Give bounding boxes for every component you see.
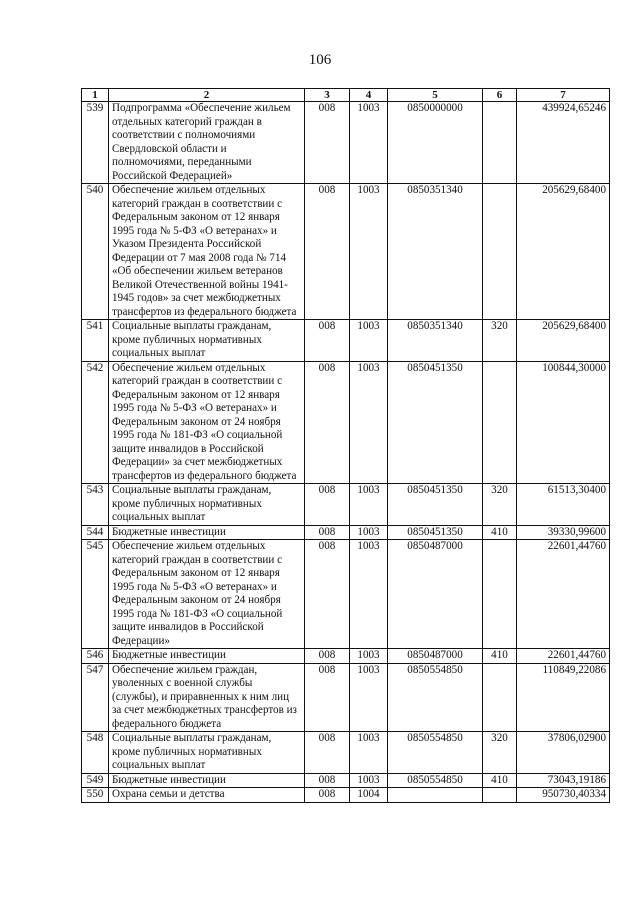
amount-cell: 439924,65246 xyxy=(517,102,610,184)
expense-type-cell: 410 xyxy=(483,649,517,664)
department-code-cell: 008 xyxy=(305,788,350,803)
table-row xyxy=(82,663,610,732)
header-cell: 6 xyxy=(483,89,517,102)
target-article-cell: 0850451350 xyxy=(388,484,483,526)
header-cell: 2 xyxy=(109,89,305,102)
section-code-cell: 1003 xyxy=(350,320,388,362)
table-row xyxy=(82,788,610,803)
amount-cell: 205629,68400 xyxy=(517,320,610,362)
item-name-cell: Социальные выплаты гражданам, кроме публичных нормативных социальных выплат xyxy=(109,484,305,526)
item-name-cell: Бюджетные инвестиции xyxy=(109,649,305,664)
expense-type-cell xyxy=(483,102,517,184)
department-code-cell: 008 xyxy=(305,649,350,664)
table-row xyxy=(82,773,610,788)
expense-type-cell xyxy=(483,663,517,732)
amount-cell: 37806,02900 xyxy=(517,732,610,774)
page-number: 106 xyxy=(308,52,332,68)
header-cell: 5 xyxy=(388,89,483,102)
target-article-cell: 0850451350 xyxy=(388,361,483,484)
expense-type-cell xyxy=(483,184,517,320)
target-article-cell: 0850451350 xyxy=(388,525,483,540)
department-code-cell: 008 xyxy=(305,525,350,540)
section-code-cell: 1003 xyxy=(350,649,388,664)
item-name-cell: Обеспечение жильем отдельных категорий граждан в соответствии с Федеральным законом от 12 января 1995 года № 5-ФЗ «О ветеранах» и Указом Президента Российской Федерации от 7 мая 2008 года № 714 «Об обеспечении жильем ветеранов Великой Отечественной войны 1941-1945 годов» за счет межбюджетных трансфертов из федерального бюджета xyxy=(109,184,305,320)
item-name-cell: Бюджетные инвестиции xyxy=(109,525,305,540)
amount-cell: 205629,68400 xyxy=(517,184,610,320)
section-code-cell: 1003 xyxy=(350,525,388,540)
target-article-cell: 0850351340 xyxy=(388,184,483,320)
section-code-cell: 1003 xyxy=(350,484,388,526)
item-name-cell: Охрана семьи и детства xyxy=(109,788,305,803)
row-number-cell: 542 xyxy=(82,361,109,484)
amount-cell: 39330,99600 xyxy=(517,525,610,540)
department-code-cell: 008 xyxy=(305,663,350,732)
header-cell: 1 xyxy=(82,89,109,102)
table-row xyxy=(82,102,610,184)
target-article-cell: 0850487000 xyxy=(388,540,483,649)
target-article-cell xyxy=(388,788,483,803)
header-row xyxy=(82,89,610,102)
expense-type-cell xyxy=(483,361,517,484)
item-name-cell: Обеспечение жильем отдельных категорий граждан в соответствии с Федеральным законом от 12 января 1995 года № 5-ФЗ «О ветеранах» и Федеральным законом от 24 ноября 1995 года № 181-ФЗ «О социальной защите инвалидов в Российской Федерации» xyxy=(109,540,305,649)
item-name-cell: Бюджетные инвестиции xyxy=(109,773,305,788)
department-code-cell: 008 xyxy=(305,361,350,484)
table-row xyxy=(82,732,610,774)
row-number-cell: 544 xyxy=(82,525,109,540)
row-number-cell: 541 xyxy=(82,320,109,362)
department-code-cell: 008 xyxy=(305,320,350,362)
amount-cell: 22601,44760 xyxy=(517,649,610,664)
department-code-cell: 008 xyxy=(305,184,350,320)
department-code-cell: 008 xyxy=(305,540,350,649)
target-article-cell: 0850554850 xyxy=(388,773,483,788)
row-number-cell: 539 xyxy=(82,102,109,184)
amount-cell: 100844,30000 xyxy=(517,361,610,484)
table-row xyxy=(82,184,610,320)
item-name-cell: Обеспечение жильем граждан, уволенных с военной службы (службы), и приравненных к ним лиц за счет межбюджетных трансфертов из федерального бюджета xyxy=(109,663,305,732)
section-code-cell: 1003 xyxy=(350,732,388,774)
section-code-cell: 1003 xyxy=(350,773,388,788)
amount-cell: 22601,44760 xyxy=(517,540,610,649)
target-article-cell: 0850351340 xyxy=(388,320,483,362)
row-number-cell: 546 xyxy=(82,649,109,664)
table-row xyxy=(82,361,610,484)
budget-table xyxy=(81,88,610,803)
amount-cell: 110849,22086 xyxy=(517,663,610,732)
row-number-cell: 540 xyxy=(82,184,109,320)
department-code-cell: 008 xyxy=(305,102,350,184)
item-name-cell: Подпрограмма «Обеспечение жильем отдельных категорий граждан в соответствии с полномочиями Свердловской области и полномочиями, переданными Российской Федерацией» xyxy=(109,102,305,184)
header-cell: 3 xyxy=(305,89,350,102)
department-code-cell: 008 xyxy=(305,732,350,774)
expense-type-cell: 320 xyxy=(483,484,517,526)
table-body xyxy=(82,102,610,803)
table-row xyxy=(82,525,610,540)
item-name-cell: Социальные выплаты гражданам, кроме публичных нормативных социальных выплат xyxy=(109,320,305,362)
section-code-cell: 1004 xyxy=(350,788,388,803)
amount-cell: 950730,40334 xyxy=(517,788,610,803)
target-article-cell: 0850487000 xyxy=(388,649,483,664)
header-cell: 7 xyxy=(517,89,610,102)
department-code-cell: 008 xyxy=(305,484,350,526)
expense-type-cell: 410 xyxy=(483,525,517,540)
amount-cell: 73043,19186 xyxy=(517,773,610,788)
row-number-cell: 548 xyxy=(82,732,109,774)
target-article-cell: 0850000000 xyxy=(388,102,483,184)
section-code-cell: 1003 xyxy=(350,184,388,320)
section-code-cell: 1003 xyxy=(350,102,388,184)
expense-type-cell: 410 xyxy=(483,773,517,788)
target-article-cell: 0850554850 xyxy=(388,732,483,774)
department-code-cell: 008 xyxy=(305,773,350,788)
amount-cell: 61513,30400 xyxy=(517,484,610,526)
row-number-cell: 549 xyxy=(82,773,109,788)
expense-type-cell xyxy=(483,540,517,649)
item-name-cell: Социальные выплаты гражданам, кроме публичных нормативных социальных выплат xyxy=(109,732,305,774)
expense-type-cell xyxy=(483,788,517,803)
section-code-cell: 1003 xyxy=(350,361,388,484)
row-number-cell: 547 xyxy=(82,663,109,732)
row-number-cell: 543 xyxy=(82,484,109,526)
table-row xyxy=(82,540,610,649)
expense-type-cell: 320 xyxy=(483,732,517,774)
table-row xyxy=(82,320,610,362)
row-number-cell: 545 xyxy=(82,540,109,649)
item-name-cell: Обеспечение жильем отдельных категорий граждан в соответствии с Федеральным законом от 12 января 1995 года № 5-ФЗ «О ветеранах» и Федеральным законом от 24 ноября 1995 года № 181-ФЗ «О социальной защите инвалидов в Российской Федерации» за счет межбюджетных трансфертов из федерального бюджета xyxy=(109,361,305,484)
table-row xyxy=(82,649,610,664)
target-article-cell: 0850554850 xyxy=(388,663,483,732)
row-number-cell: 550 xyxy=(82,788,109,803)
expense-type-cell: 320 xyxy=(483,320,517,362)
header-cell: 4 xyxy=(350,89,388,102)
section-code-cell: 1003 xyxy=(350,663,388,732)
table-row xyxy=(82,484,610,526)
section-code-cell: 1003 xyxy=(350,540,388,649)
